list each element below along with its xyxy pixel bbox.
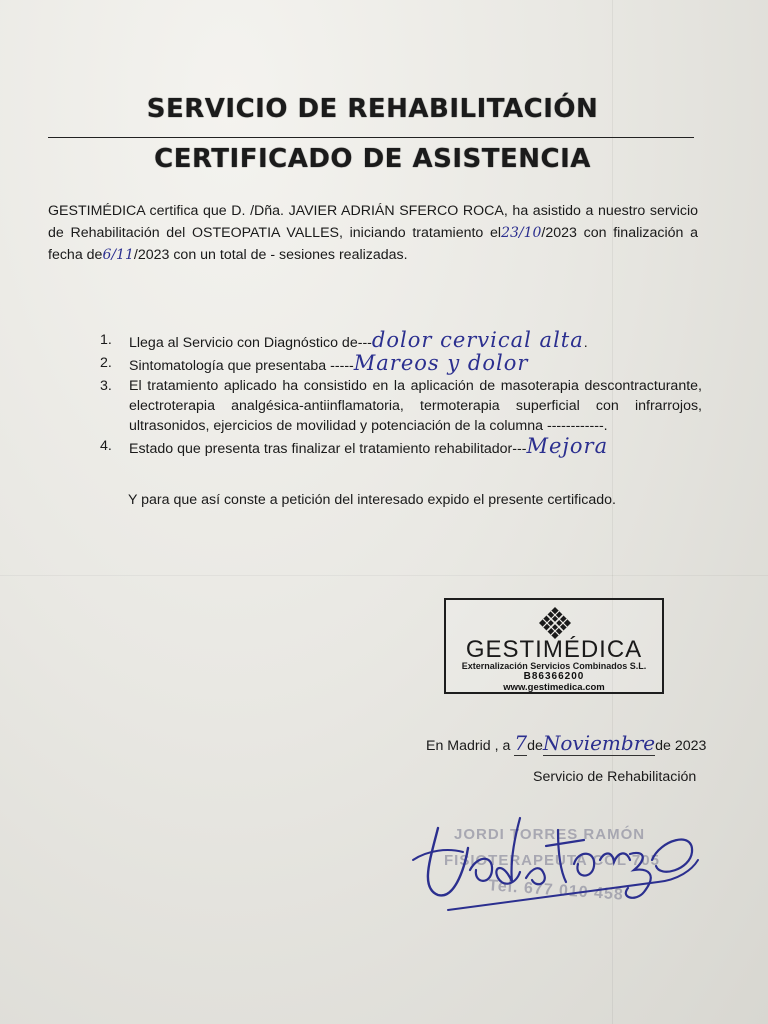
place-suffix: de 2023 [655, 738, 707, 754]
intro-text-3: /2023 con un total de - sesiones realizadas. [133, 247, 408, 263]
stamp-website: www.gestimedica.com [503, 682, 605, 693]
document-subtitle: CERTIFICADO DE ASISTENCIA [154, 144, 591, 174]
department-label: Servicio de Rehabilitación [533, 769, 697, 785]
company-stamp [444, 598, 664, 694]
stamp-subtitle: Externalización Servicios Combinados S.L. [461, 661, 647, 671]
list-item-tail: . [583, 335, 588, 351]
end-date-handwritten: 6/11 [102, 247, 134, 263]
list-number: 4. [100, 438, 112, 454]
paper-fold-horizontal [0, 575, 768, 576]
place-and-date [426, 731, 706, 756]
title-divider [48, 137, 694, 138]
list-number: 2. [100, 355, 112, 371]
closing-statement: Y para que así conste a petición del interesado expido el presente certificado. [128, 492, 616, 508]
intro-text-2: /2023 con finalización a fecha de [48, 225, 698, 263]
day-handwritten: 7 [514, 731, 528, 755]
list-item-text: Sintomatología que presentaba [129, 358, 327, 374]
diamond-logo-icon [538, 606, 572, 640]
list-item-dash: --- [357, 335, 372, 351]
list-item-text: Estado que presenta tras finalizar el tratamiento rehabilitador [129, 441, 513, 457]
start-date-handwritten: 23/10 [501, 225, 542, 241]
list-item-status [97, 436, 702, 459]
therapist-name: JORDI TORRES RAMÓN [454, 826, 646, 843]
list-item-dash: ----- [326, 358, 354, 374]
therapist-phone: Tel. 677 010 458 [487, 877, 625, 904]
intro-paragraph [48, 200, 698, 266]
list-number: 1. [100, 332, 112, 348]
handwritten-signature [408, 800, 708, 925]
intro-text-1: GESTIMÉDICA certifica que D. /Dña. JAVIER ADRIÁN SFERCO ROCA, ha asistido a nuestro servicio de Rehabilitación del OSTEOPATIA VALLES, iniciando tratamiento el [48, 203, 698, 241]
month-handwritten: Noviembre [542, 731, 656, 755]
stamp-tax-id: B86366200 [523, 671, 585, 682]
list-item-dash: --- [512, 441, 527, 457]
document-title: SERVICIO DE REHABILITACIÓN [146, 94, 599, 124]
list-item-text: El tratamiento aplicado ha consistido en la aplicación de masoterapia descontracturante, electroterapia analgésica-antiinflamatoria, termoterapia superficial con infrarrojos, ultrasonidos, ejercicios de movilidad y potenciación de la columna ------------. [129, 378, 702, 434]
list-item-text: Llega al Servicio con Diagnóstico de [129, 335, 358, 351]
therapist-title: FISIOTERAPEUTA COL 705 [444, 852, 660, 869]
list-item-diagnosis [97, 330, 702, 353]
list-item-symptoms [97, 353, 702, 376]
stamp-brand: GESTIMÉDICA [465, 636, 643, 663]
list-number: 3. [100, 378, 112, 394]
status-handwritten: Mejora [526, 434, 609, 458]
symptoms-handwritten: Mareos y dolor [353, 351, 529, 375]
place-de: de [527, 738, 543, 754]
numbered-list [97, 330, 702, 459]
list-item-treatment [97, 376, 702, 436]
place-prefix: En Madrid , a [426, 738, 511, 754]
diagnosis-handwritten: dolor cervical alta [371, 328, 584, 352]
